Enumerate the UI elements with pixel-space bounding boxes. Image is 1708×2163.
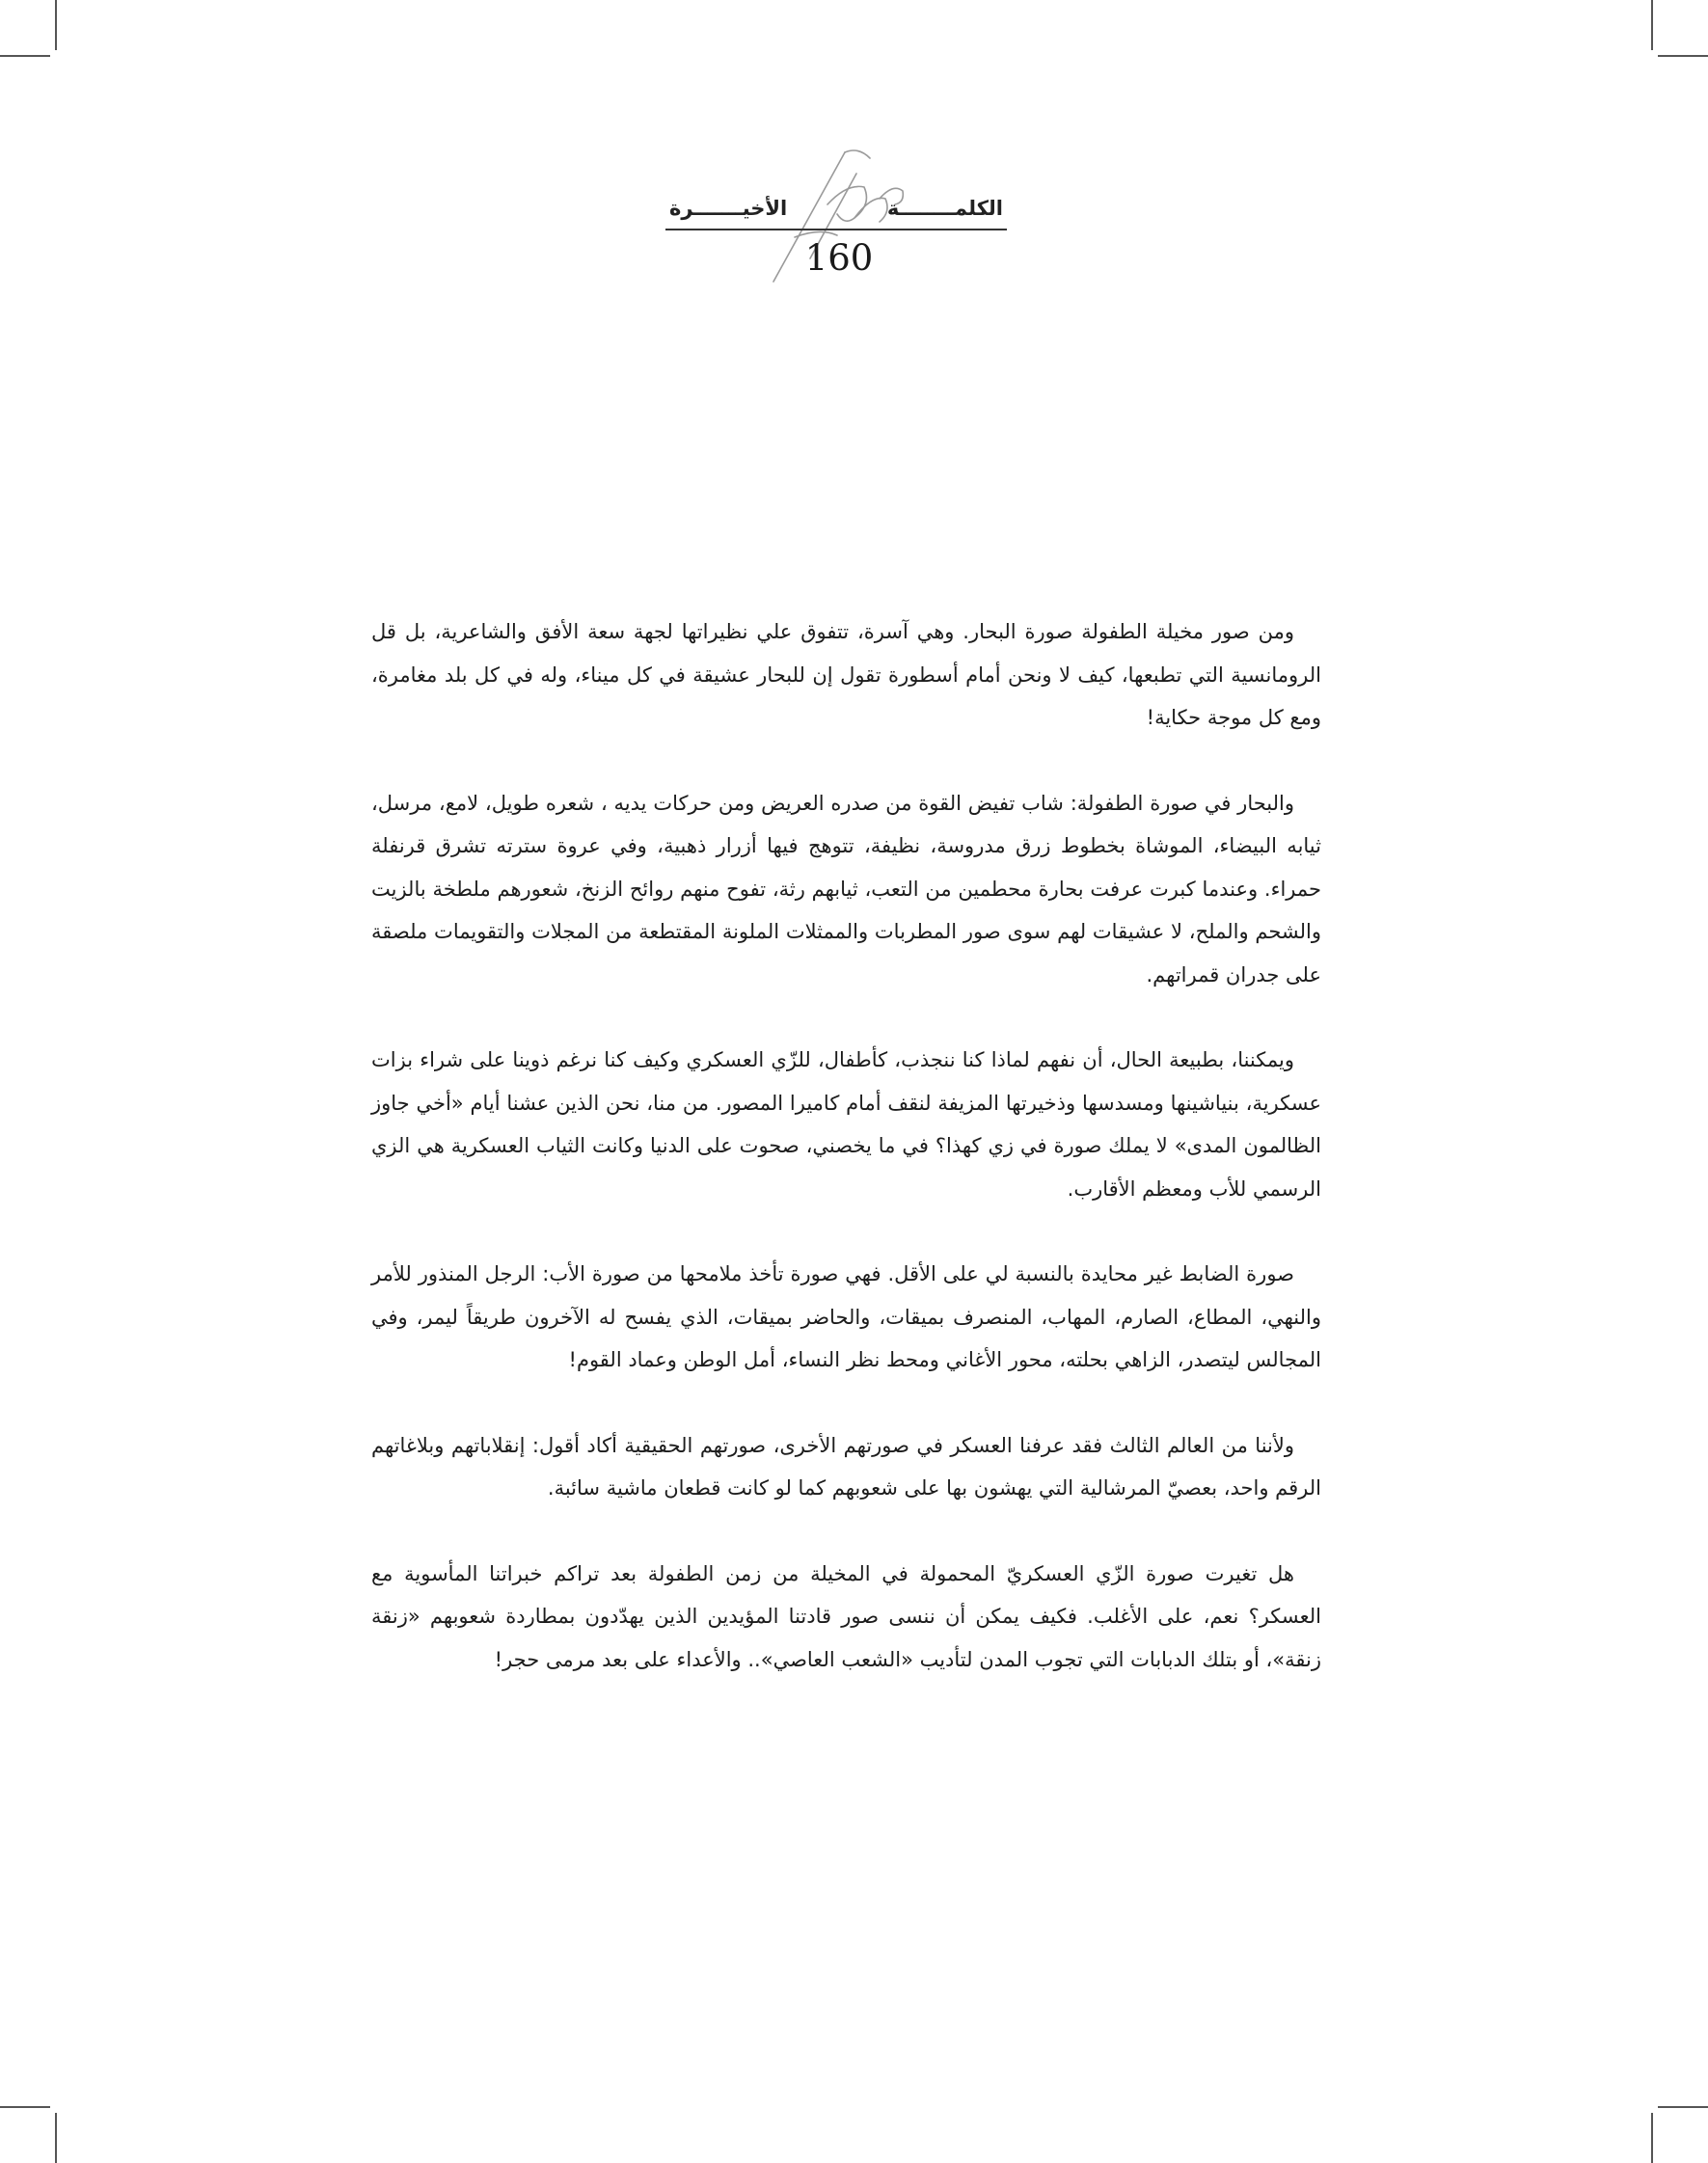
article-body [371, 610, 1321, 1681]
crop-mark-top-right-vertical [1651, 0, 1653, 50]
crop-mark-top-left-vertical [55, 0, 57, 50]
header-title-left: الأخيـــــــرة [669, 197, 788, 220]
running-header [665, 145, 1013, 289]
crop-mark-top-left-horizontal [0, 55, 50, 57]
paragraph-3: ويمكننا، بطبيعة الحال، أن نفهم لماذا كنا ننجذب، كأطفال، للزّي العسكري وكيف كنا نرغم ذوينا على شراء بزات عسكرية، بنياشينها ومسدسها وذخيرتها المزيفة لنقف أمام كاميرا المصور. من منا، نحن الذين عشنا أيام «أخي جاوز الظالمون المدى» لا يملك صورة في زي كهذا؟ في ما يخصني، صحوت على الدنيا وكانت الثياب العسكرية هي الزي الرسمي للأب ومعظم الأقارب. [371, 1048, 1321, 1201]
paragraph-1: ومن صور مخيلة الطفولة صورة البحار. وهي آسرة، تتفوق علي نظيراتها لجهة سعة الأفق والشاعرية، بل قل الرومانسية التي تطبعها، كيف لا ونحن أمام أسطورة تقول إن للبحار عشيقة في كل ميناء، وله في كل بلد مغامرة، ومع كل موجة حكاية! [371, 620, 1321, 729]
paragraph-2: والبحار في صورة الطفولة: شاب تفيض القوة من صدره العريض ومن حركات يديه ، شعره طويل، لامع، مرسل، ثيابه البيضاء، الموشاة بخطوط زرق مدروسة، نظيفة، تتوهج فيها أزرار ذهبية، وفي عروة سترته تشرق قرنفلة حمراء. وعندما كبرت عرفت بحارة محطمين من التعب، ثيابهم رثة، تفوح منهم روائح الزنخ، شعورهم ملطخة بالزيت والشحم والملح، لا عشيقات لهم سوى صور المطربات والممثلات الملونة المقتطعة من المجلات والتقويمات ملصقة على جدران قمراتهم. [371, 791, 1321, 987]
paragraph-5: ولأننا من العالم الثالث فقد عرفنا العسكر في صورتهم الأخرى، صورتهم الحقيقية أكاد أقول: إنقلاباتهم وبلاغاتهم الرقم واحد، بعصيّ المرشالية التي يهشون بها على شعوبهم كما لو كانت قطعان ماشية سائبة. [371, 1433, 1321, 1500]
crop-mark-bottom-right-horizontal [1658, 2106, 1708, 2108]
paragraph-4: صورة الضابط غير محايدة بالنسبة لي على الأقل. فهي صورة تأخذ ملامحها من صورة الأب: الرجل المنذور للأمر والنهي، المطاع، الصارم، المهاب، المنصرف بميقات، والحاضر بميقات، الذي يفسح له الآخرون طريقاً ليمر، وفي المجالس ليتصدر، الزاهي بحلته، محور الأغاني ومحط نظر النساء، أمل الوطن وعماد القوم! [371, 1262, 1321, 1371]
crop-mark-bottom-left-vertical [55, 2113, 57, 2163]
paragraph-6: هل تغيرت صورة الزّي العسكريّ المحمولة في المخيلة من زمن الطفولة بعد تراكم خبراتنا المأسوية مع العسكر؟ نعم، على الأغلب. فكيف يمكن أن ننسى صور قادتنا المؤيدين الذين يهدّدون بمطاردة شعوبهم «زنقة زنقة»، أو بتلك الدبابات التي تجوب المدن لتأديب «الشعب العاصي».. والأعداء على بعد مرمى حجر! [371, 1561, 1321, 1671]
header-title-right: الكلمــــــــة [886, 197, 1003, 220]
crop-mark-bottom-right-vertical [1651, 2113, 1653, 2163]
header-rule [665, 229, 1007, 230]
page-number: 160 [804, 237, 874, 279]
crop-mark-bottom-left-horizontal [0, 2106, 50, 2108]
crop-mark-top-right-horizontal [1658, 55, 1708, 57]
